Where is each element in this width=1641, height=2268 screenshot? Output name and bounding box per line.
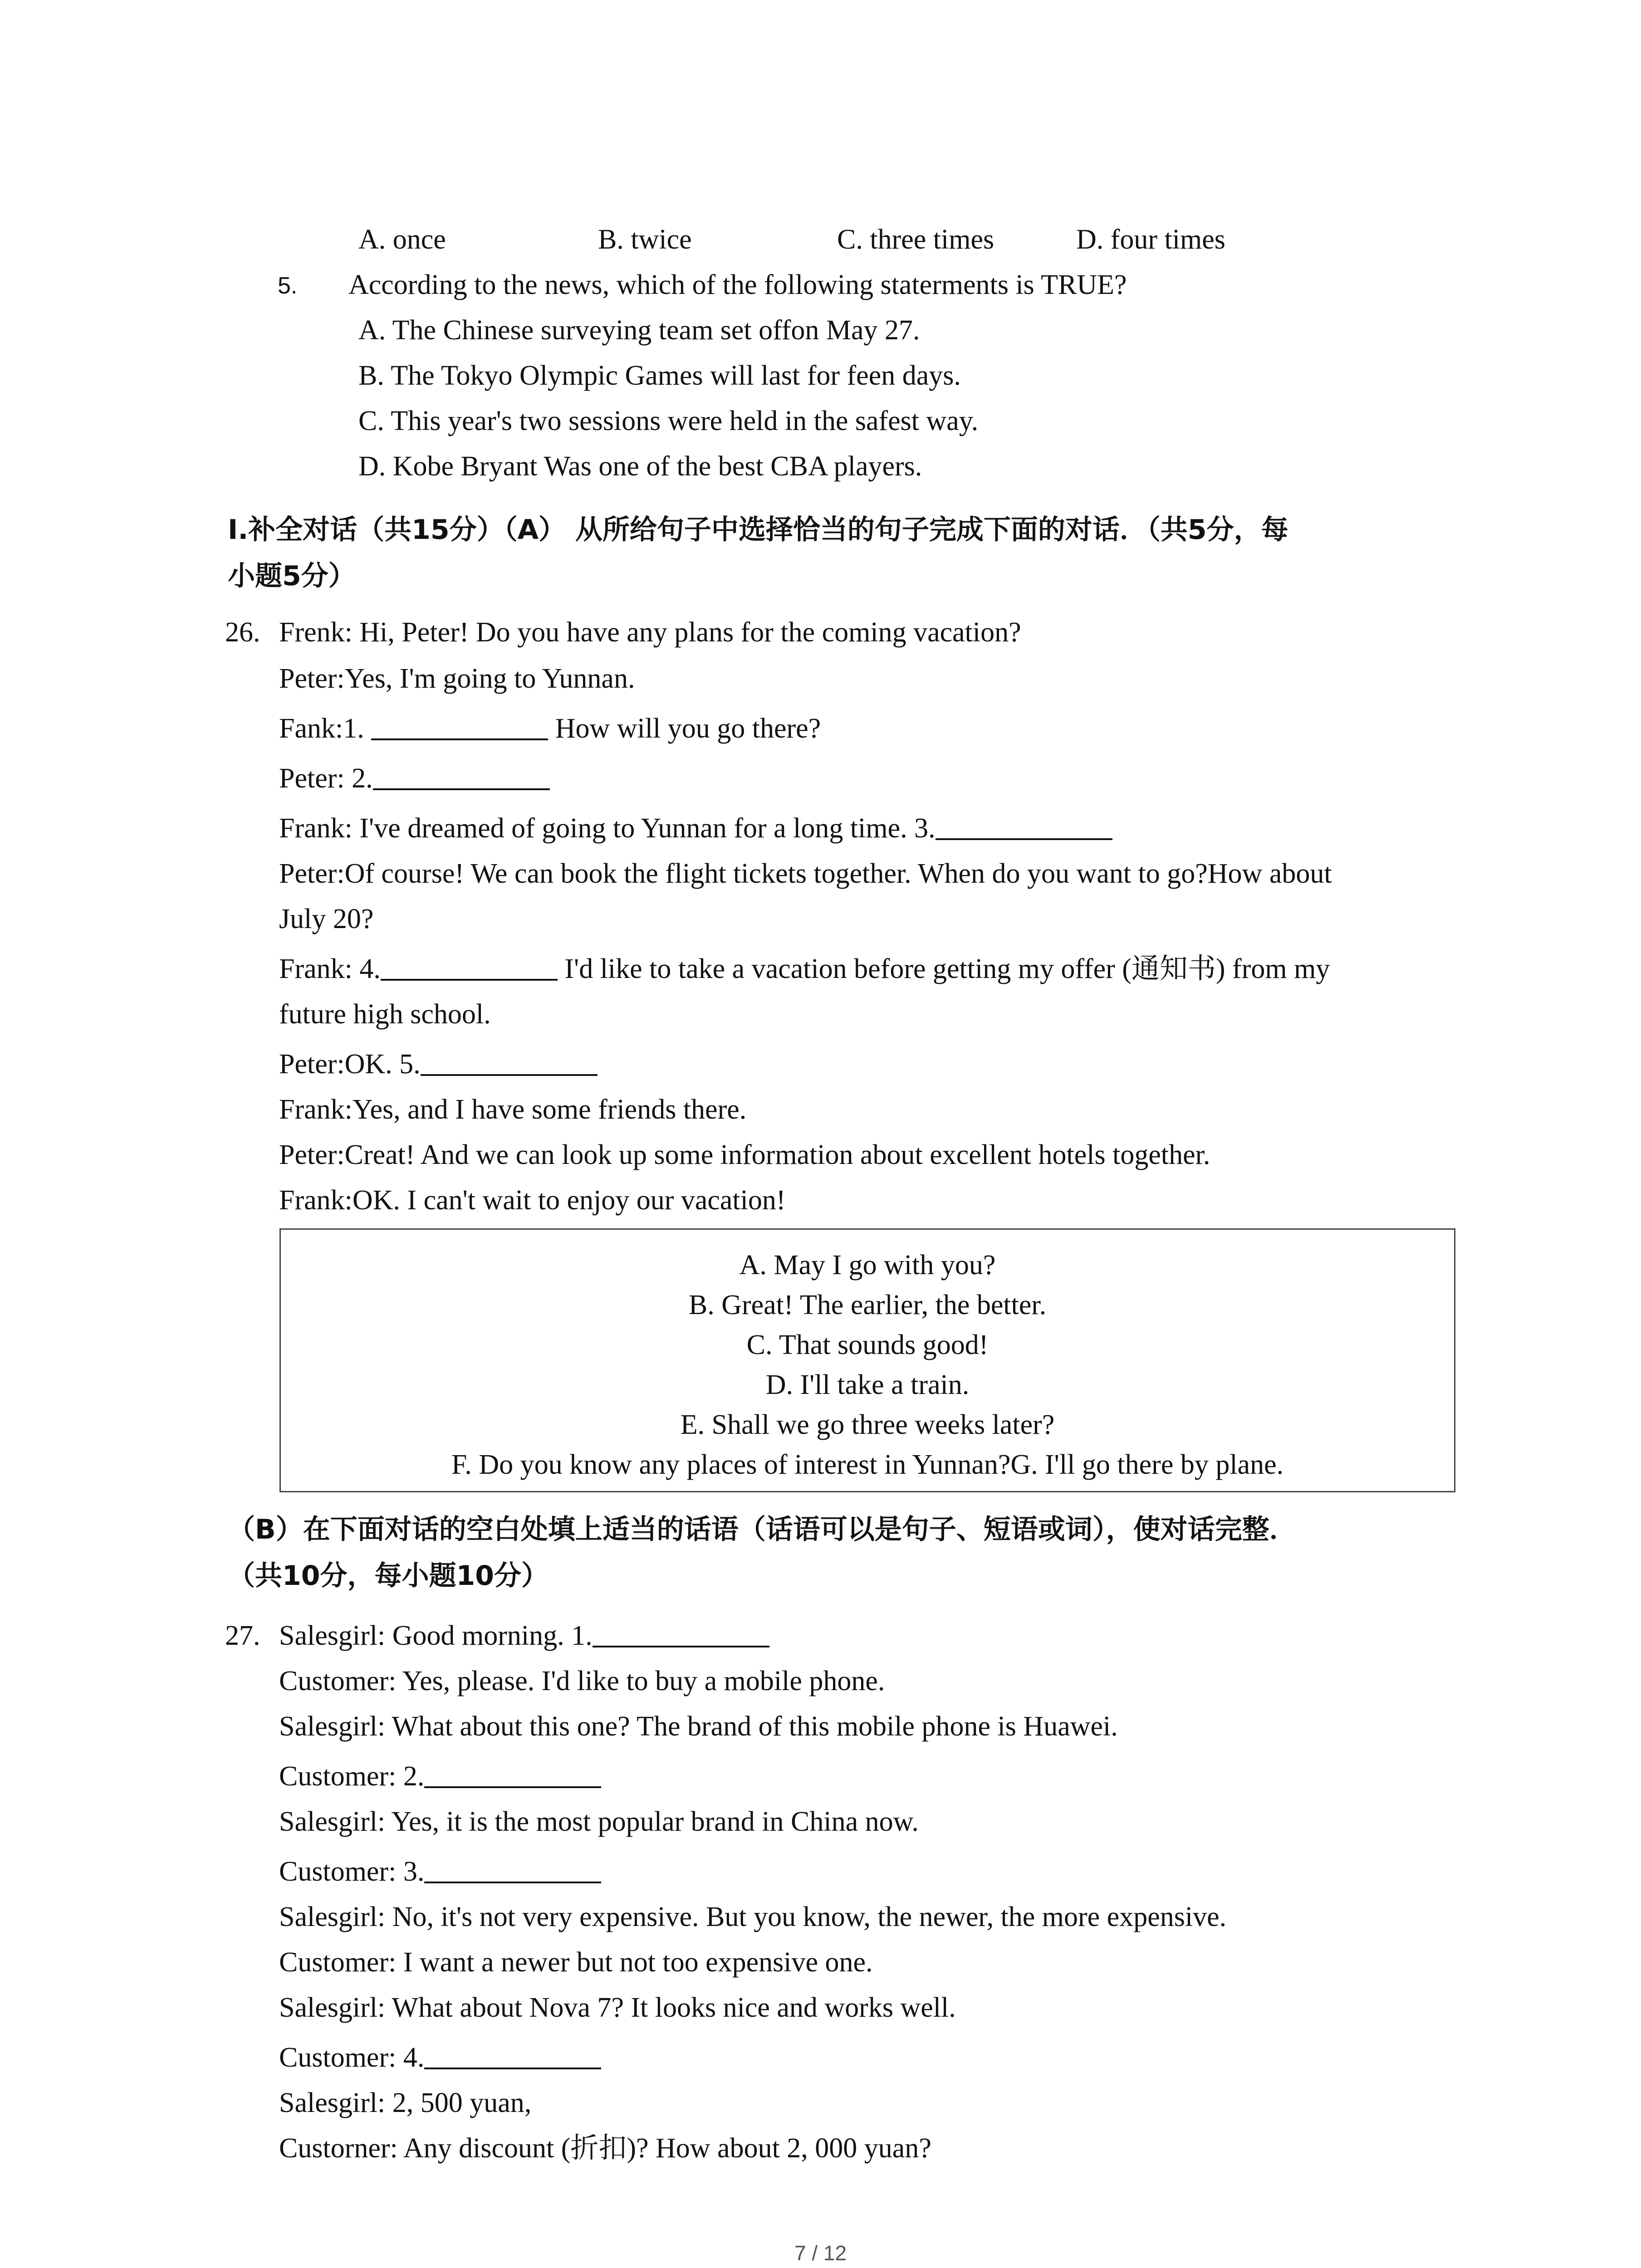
q4-option-b: B. twice: [598, 224, 692, 255]
q4-option-c: C. three times: [837, 224, 994, 255]
q5-option-b: B. The Tokyo Olympic Games will last for feen days.: [358, 360, 961, 391]
q26-line-5: [279, 810, 1112, 846]
q27-line-3: Salesgirl: What about this one? The brand of this mobile phone is Huawei.: [279, 1711, 1118, 1742]
box-option-a: A. May I go with you?: [739, 1250, 996, 1281]
q27-blank-3[interactable]: [424, 1853, 601, 1883]
q27-line-6-a: Customer: 3.: [279, 1856, 425, 1887]
q26-line-2: Peter:Yes, I'm going to Yunnan.: [279, 663, 635, 694]
section-b-heading: （B）在下面对话的空白处填上适当的话语（话语可以是句子、短语或词），使对话完整．: [228, 1514, 1297, 1545]
q4-option-d: D. four times: [1076, 224, 1225, 255]
q27-line-9: Salesgirl: What about Nova 7? It looks nice and works well.: [279, 1992, 956, 2023]
q26-line-12: Peter:Creat! And we can look up some information about excellent hotels together.: [279, 1139, 1210, 1170]
q27-line-6: [279, 1853, 601, 1890]
q5-number: 5.: [278, 273, 298, 299]
blank-3[interactable]: [936, 810, 1112, 840]
box-option-e: E. Shall we go three weeks later?: [680, 1409, 1055, 1440]
q26-line-4-a: Peter: 2.: [279, 763, 373, 794]
q26-line-5-a: Frank: I've dreamed of going to Yunnan for a long time. 3.: [279, 813, 936, 844]
q26-line-10: [279, 1046, 598, 1082]
q26-line-8-a: Frank: 4.: [279, 953, 381, 984]
q27-line-12: Custorner: Any discount (折扣)? How about 2, 000 yuan?: [279, 2133, 931, 2164]
q27-blank-4[interactable]: [424, 2039, 601, 2069]
page-number: 7 / 12: [794, 2241, 847, 2265]
q26-line-8: [279, 951, 1330, 987]
blank-4[interactable]: [381, 951, 558, 981]
q26-line-7: July 20?: [279, 904, 374, 934]
q26-number: 26.: [225, 617, 260, 648]
q27-line-2: Customer: Yes, please. I'd like to buy a mobile phone.: [279, 1666, 885, 1696]
answer-options-box: [279, 1228, 1455, 1492]
q27-line-4: [279, 1758, 601, 1794]
q26-line-13: Frank:OK. I can't wait to enjoy our vacation!: [279, 1185, 786, 1216]
q27-line-4-a: Customer: 2.: [279, 1761, 425, 1792]
blank-2[interactable]: [373, 760, 550, 790]
section-1-heading: I.补全对话（共15分）（A） 从所给句子中选择恰当的句子完成下面的对话．（共5分，每: [228, 514, 1288, 546]
q27-line-10-a: Customer: 4.: [279, 2042, 425, 2073]
box-option-f-g: F. Do you know any places of interest in Yunnan?G. I'll go there by plane.: [451, 1449, 1284, 1480]
q27-line-8: Customer: I want a newer but not too expensive one.: [279, 1947, 873, 1978]
q26-line-4: [279, 760, 550, 797]
q5-option-d: D. Kobe Bryant Was one of the best CBA players.: [358, 451, 922, 482]
q5-option-a: A. The Chinese surveying team set offon May 27.: [358, 315, 920, 346]
q26-line-3: [279, 710, 821, 747]
q27-number: 27.: [225, 1620, 260, 1651]
q26-line-6: Peter:Of course! We can book the flight tickets together. When do you want to go?How about: [279, 858, 1332, 889]
q26-line-11: Frank:Yes, and I have some friends there.: [279, 1094, 747, 1125]
q26-line-8-b: I'd like to take a vacation before getting my offer (通知书) from my: [557, 953, 1330, 984]
box-option-c: C. That sounds good!: [746, 1330, 989, 1360]
q26-line-9: future high school.: [279, 999, 491, 1030]
q26-line-1: Frenk: Hi, Peter! Do you have any plans for the coming vacation?: [279, 617, 1021, 648]
blank-5[interactable]: [421, 1046, 598, 1076]
q26-line-10-a: Peter:OK. 5.: [279, 1049, 421, 1080]
box-option-d: D. I'll take a train.: [765, 1369, 970, 1400]
q26-line-3-b: How will you go there?: [548, 713, 821, 744]
q27-line-7: Salesgirl: No, it's not very expensive. But you know, the newer, the more expensive.: [279, 1901, 1227, 1932]
q5-option-c: C. This year's two sessions were held in the safest way.: [358, 406, 979, 436]
q4-option-a: A. once: [358, 224, 446, 255]
q27-blank-1[interactable]: [593, 1618, 769, 1647]
box-option-b: B. Great! The earlier, the better.: [688, 1290, 1047, 1320]
blank-1[interactable]: [371, 710, 548, 740]
q26-line-3-a: Fank:1.: [279, 713, 372, 744]
section-1-heading-cont: 小题5分）: [228, 560, 356, 592]
q27-line-11: Salesgirl: 2, 500 yuan,: [279, 2087, 532, 2118]
q27-blank-2[interactable]: [424, 1758, 601, 1788]
section-b-heading-cont: （共10分，每小题10分）: [228, 1560, 549, 1592]
q27-line-1-a: Salesgirl: Good morning. 1.: [279, 1620, 593, 1651]
q5-question: According to the news, which of the following staterments is TRUE?: [348, 269, 1127, 300]
q27-line-10: [279, 2039, 601, 2076]
q27-line-1: [279, 1618, 769, 1654]
q27-line-5: Salesgirl: Yes, it is the most popular brand in China now.: [279, 1806, 919, 1837]
